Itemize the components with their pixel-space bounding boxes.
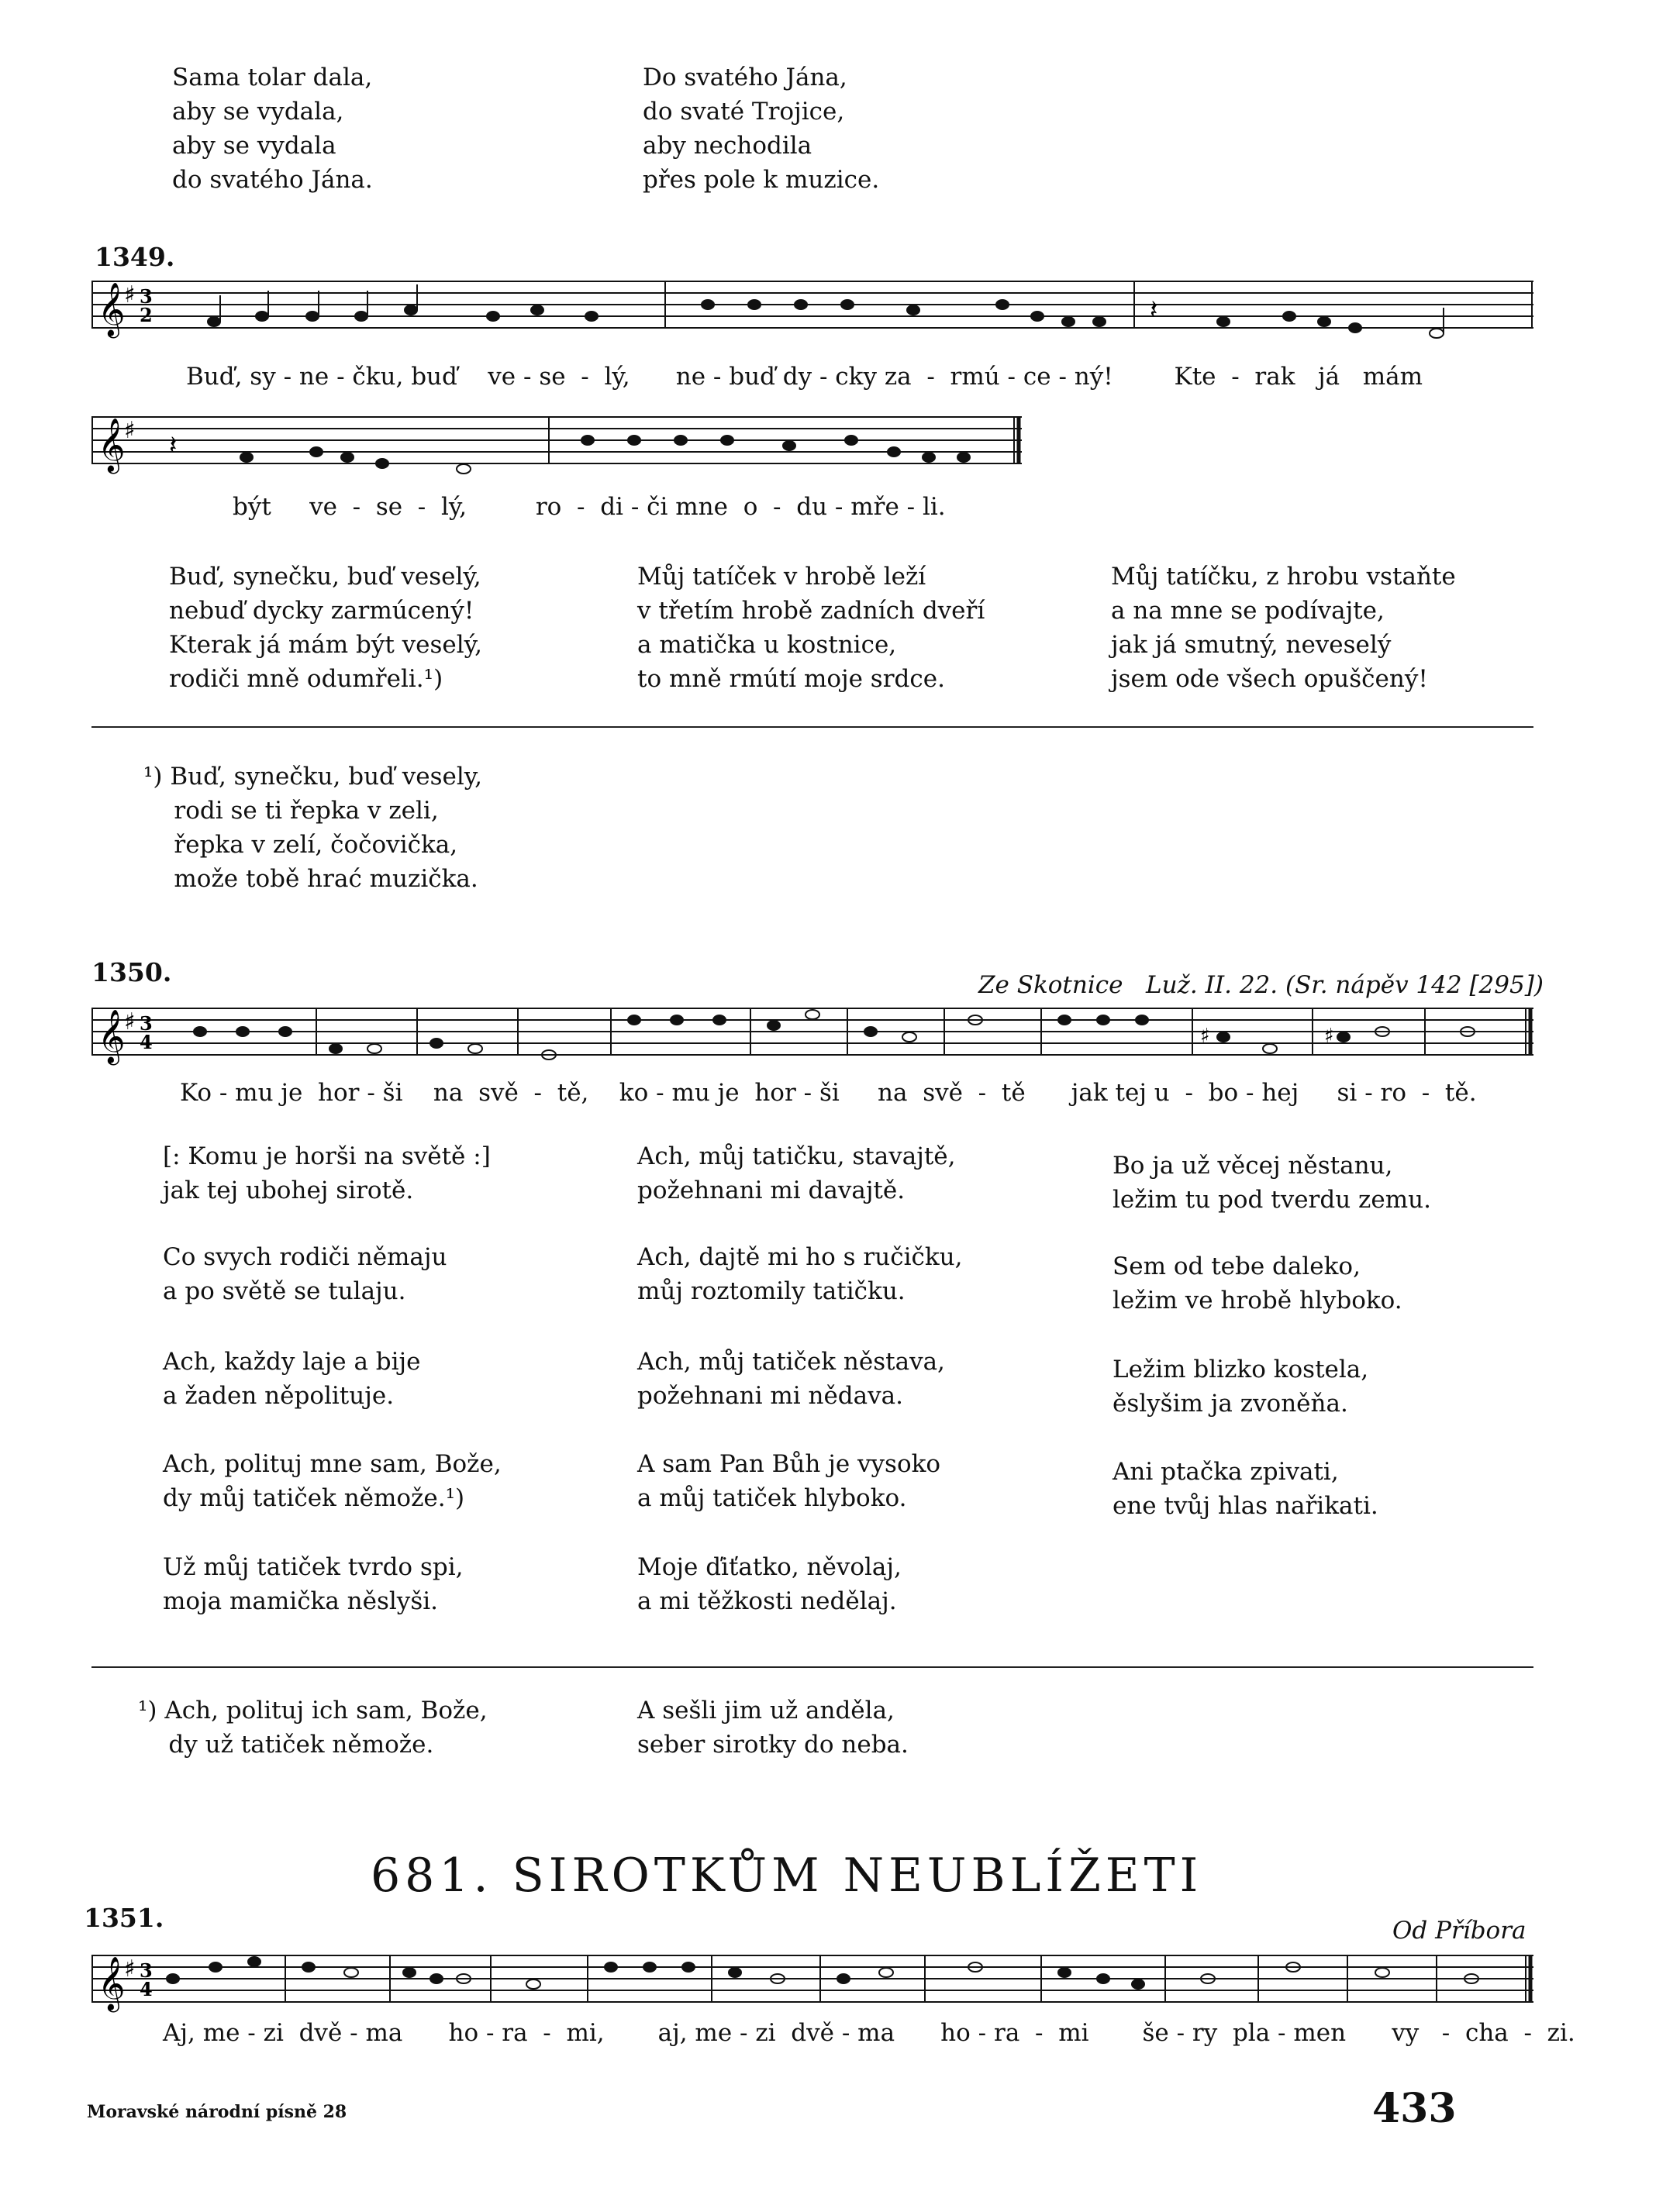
footnote-1349: ¹) Buď, synečku, buď vesely, rodi se ti řepka v zeli, řepka v zelí, čočovička, može tobě hrać muzička. — [143, 763, 483, 893]
verse-1350-14: Ani ptačka zpivati, ene tvůj hlas nařikati. — [1113, 1458, 1378, 1520]
verse-1349-1: Buď, synečku, buď veselý, nebuď dycky zarmúcený! Kterak já mám být veselý, rodiči mně odumřeli.¹) — [169, 563, 482, 693]
footnote-divider-1349 — [91, 726, 1533, 728]
verse-1350-13: Ležim blizko kostela, ěslyšim ja zvoněňa. — [1113, 1356, 1369, 1418]
lyrics-1349-line-1: Buď, sy - ne - čku, buď ve - se - lý, ne - buď dy - cky za - rmú - ce - ný! Kte - rak já mám — [186, 363, 1423, 391]
footnote-1350-left: ¹) Ach, polituj ich sam, Bože, dy už tatiček němože. — [138, 1697, 488, 1759]
section-title-681: 681. SIROTKŮM NEUBLÍŽETI — [371, 1849, 1203, 1903]
verse-1350-5: Už můj tatiček tvrdo spi, moja mamička něslyši. — [163, 1553, 464, 1615]
verse-1349-3: Můj tatíčku, z hrobu vstaňte a na mne se podívajte, jak já smutný, neveselý jsem ode všech opuščený! — [1111, 563, 1456, 693]
verse-1350-1: [: Komu je horši na světě :] jak tej ubohej sirotě. — [163, 1142, 491, 1204]
svg-text:♯: ♯ — [124, 417, 136, 444]
verse-top-left: Sama tolar dala, aby se vydala, aby se vydala do svatého Jána. — [172, 64, 373, 194]
svg-text:♯: ♯ — [1324, 1025, 1334, 1048]
svg-text:3: 3 — [140, 1012, 153, 1035]
svg-text:♯: ♯ — [1200, 1025, 1210, 1048]
verse-top-right: Do svatého Jána, do svaté Trojice, aby nechodila přes pole k muzice. — [643, 64, 880, 194]
verse-1350-3: Ach, každy laje a bije a žaden něpolituje. — [163, 1348, 421, 1410]
song-number-1350: 1350. — [91, 957, 172, 987]
staff-1349-line-2 — [91, 403, 1022, 488]
song-number-1351: 1351. — [84, 1903, 164, 1933]
staff-1350 — [91, 994, 1533, 1080]
verse-1350-2: Co svych rodiči němaju a po světě se tulaju. — [163, 1243, 447, 1305]
verse-1350-10: Moje ďiťatko, něvolaj, a mi těžkosti nedělaj. — [637, 1553, 902, 1615]
lyrics-1350: Ko - mu je hor - ši na svě - tě, ko - mu je hor - ši na svě - tě jak tej u - bo - hej si - ro - tě. — [180, 1079, 1477, 1107]
svg-text:𝄞: 𝄞 — [98, 282, 126, 336]
svg-text:4: 4 — [140, 1031, 153, 1053]
lyrics-1349-line-2: být ve - se - lý, ro - di - či mne o - du - mře - li. — [233, 493, 946, 521]
svg-text:𝄞: 𝄞 — [98, 1009, 126, 1063]
lyrics-1351: Aj, me - zi dvě - ma ho - ra - mi, aj, me - zi dvě - ma ho - ra - mi še - ry pla - men vy - cha - zi. — [163, 2019, 1575, 2047]
staff-1349-line-1 — [91, 267, 1533, 353]
verse-1350-8: Ach, můj tatiček něstava, požehnani mi nědava. — [637, 1348, 945, 1410]
svg-text:♯: ♯ — [124, 1008, 136, 1035]
svg-text:4: 4 — [140, 1978, 153, 2000]
verse-1350-6: Ach, můj tatičku, stavajtě, požehnani mi davajtě. — [637, 1142, 956, 1204]
source-1351: Od Příbora — [1392, 1917, 1526, 1945]
svg-text:3: 3 — [140, 285, 153, 308]
verse-1350-4: Ach, polituj mne sam, Bože, dy můj tatiček němože.¹) — [163, 1450, 502, 1512]
page-number: 433 — [1372, 2085, 1457, 2132]
footer-source: Moravské národní písně 28 — [87, 2102, 347, 2122]
svg-text:3: 3 — [140, 1959, 153, 1982]
source-1350: Ze Skotnice Luž. II. 22. (Sr. nápěv 142 [295]) — [978, 971, 1544, 999]
svg-text:𝄽: 𝄽 — [1150, 295, 1158, 326]
svg-text:2: 2 — [140, 304, 153, 326]
svg-text:♯: ♯ — [124, 1955, 136, 1983]
svg-text:𝄞: 𝄞 — [98, 418, 126, 472]
verse-1350-9: A sam Pan Bůh je vysoko a můj tatiček hlyboko. — [637, 1450, 941, 1512]
verse-1350-12: Sem od tebe daleko, ležim ve hrobě hlyboko. — [1113, 1252, 1402, 1314]
staff-1351 — [91, 1942, 1533, 2027]
svg-text:𝄽: 𝄽 — [169, 430, 178, 461]
verse-1350-11: Bo ja už věcej něstanu, ležim tu pod tverdu zemu. — [1113, 1152, 1431, 1214]
svg-text:♯: ♯ — [124, 281, 136, 308]
footnote-1350-right: A sešli jim už anděla, seber sirotky do neba. — [637, 1697, 909, 1759]
song-number-1349: 1349. — [95, 242, 175, 272]
verse-1349-2: Můj tatíček v hrobě leží v třetím hrobě zadních dveří a matička u kostnice, to mně rmútí moje srdce. — [637, 563, 985, 693]
verse-1350-7: Ach, dajtě mi ho s ručičku, můj roztomily tatičku. — [637, 1243, 963, 1305]
svg-text:𝄞: 𝄞 — [98, 1956, 126, 2010]
footnote-divider-1350 — [91, 1666, 1533, 1668]
